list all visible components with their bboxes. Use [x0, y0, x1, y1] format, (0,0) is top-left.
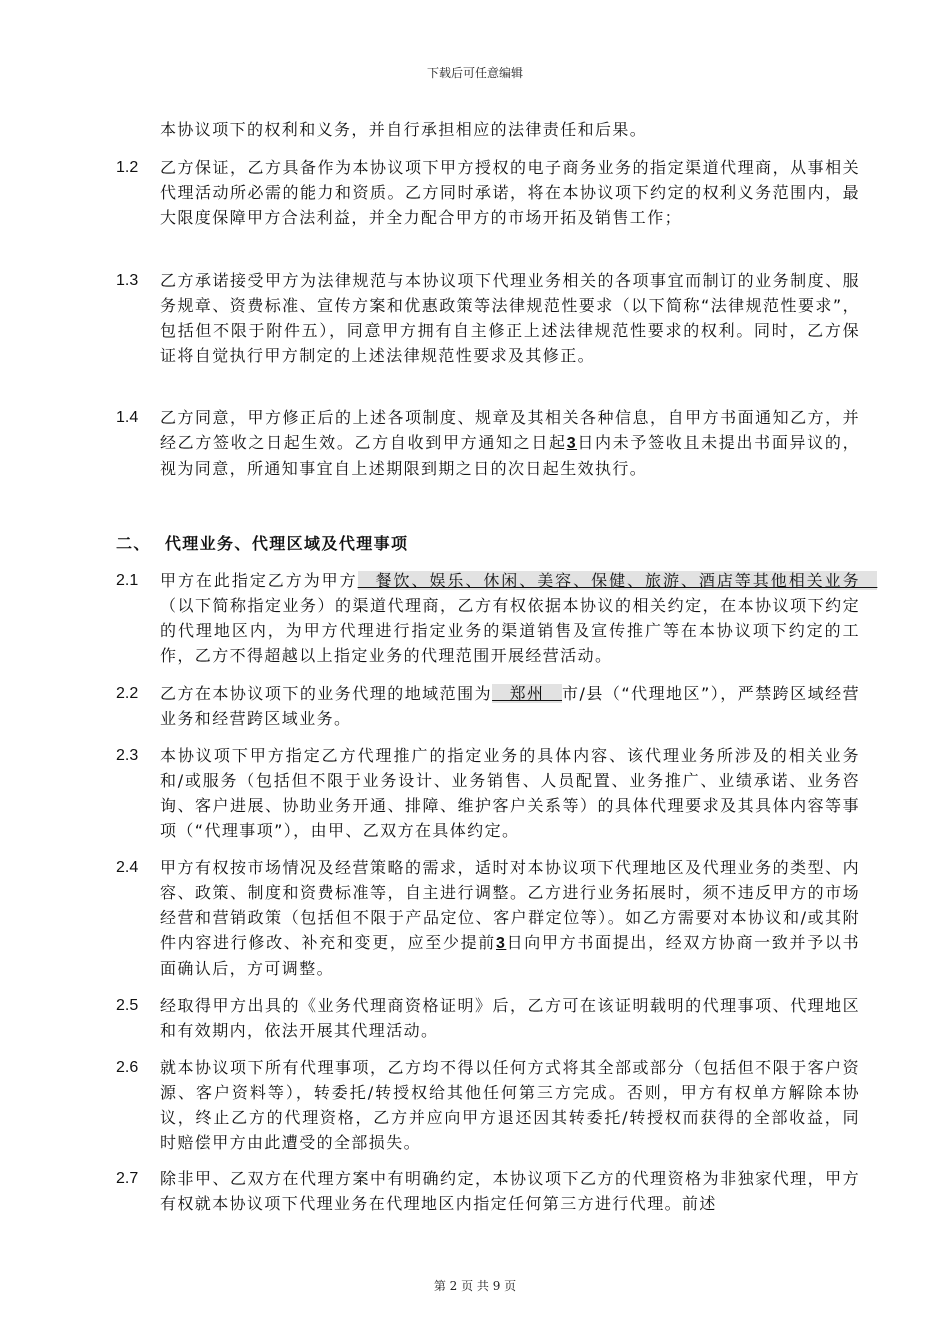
clause-text: 本协议项下甲方指定乙方代理推广的指定业务的具体内容、该代理业务所涉及的相关业务和/或服务（包括但不限于业务设计、业务销售、人员配置、业务推广、业绩承诺、业务咨询、客户进展、协助业务开通、排障、维护客户关系等）的具体代理要求及其具体内容等事项（“代理事项”），由甲、乙双方在具体约定。: [160, 746, 860, 840]
clause-text: 除非甲、乙双方在代理方案中有明确约定，本协议项下乙方的代理资格为非独家代理，甲方有权就本协议项下代理业务在代理地区内指定任何第三方进行代理。前述: [160, 1169, 860, 1213]
clause-text: 经取得甲方出具的《业务代理商资格证明》后，乙方可在该证明载明的代理事项、代理地区和有效期内，依法开展其代理活动。: [160, 996, 860, 1040]
clause-text: 就本协议项下所有代理事项，乙方均不得以任何方式将其全部或部分（包括但不限于客户资源、客户资料等），转委托/转授权给其他任何第三方完成。否则，甲方有权单方解除本协议，终止乙方的代理资格，乙方并应向甲方退还因其转委托/转授权而获得的全部收益，同时赔偿甲方由此遭受的全部损失。: [160, 1058, 860, 1152]
clause-number: 2.3: [116, 747, 139, 764]
page-footer: 第 2 页 共 9 页: [433, 1279, 517, 1293]
advance-notice-days: 3: [496, 935, 507, 952]
clause-number: 2.1: [116, 572, 139, 589]
page-header: 下载后可任意编辑: [426, 66, 523, 80]
designated-business-field: 餐饮、娱乐、休闲、美容、保健、旅游、酒店等其他相关业务: [357, 571, 878, 590]
clause-number: 2.4: [116, 859, 139, 876]
section-heading: [116, 531, 408, 556]
clause-text: 甲方在此指定乙方为甲方 餐饮、娱乐、休闲、美容、保健、旅游、酒店等其他相关业务 （以下简称指定业务）的渠道代理商，乙方有权依据本协议的相关约定，在本协议项下约定的代理地区内，为甲方代理进行指定业务的渠道销售及宣传推广等在本协议项下约定的工作，乙方不得超越以上指定业务的代理范围开展经营活动。: [160, 571, 878, 665]
clause-number: 2.5: [116, 997, 139, 1014]
clause-number: 2.2: [116, 685, 139, 702]
clause-text: 乙方承诺接受甲方为法律规范与本协议项下代理业务相关的各项事宜而制订的业务制度、服务规章、资费标准、宣传方案和优惠政策等法律规范性要求（以下简称“法律规范性要求”，包括但不限于附件五），同意甲方拥有自主修正上述法律规范性要求的权利。同时，乙方保证将自觉执行甲方制定的上述法律规范性要求及其修正。: [160, 271, 860, 365]
region-field: 郑州: [492, 684, 563, 703]
clause-number: 2.7: [116, 1170, 139, 1187]
section-title: 代理业务、代理区域及代理事项: [164, 534, 409, 553]
clause-text: 乙方在本协议项下的业务代理的地域范围为 郑州 市/县（“代理地区”），严禁跨区域经营业务和经营跨区域业务。: [160, 684, 860, 728]
clause-number: 1.2: [116, 159, 139, 176]
continuation-paragraph: 本协议项下的权利和义务，并自行承担相应的法律责任和后果。: [160, 120, 648, 139]
clause-text: 乙方保证，乙方具备作为本协议项下甲方授权的电子商务业务的指定渠道代理商，从事相关代理活动所必需的能力和资质。乙方同时承诺，将在本协议项下约定的权利义务范围内，最大限度保障甲方合法利益，并全力配合甲方的市场开拓及销售工作；: [160, 158, 860, 227]
clause-number: 1.4: [116, 409, 139, 426]
notice-days: 3: [566, 435, 578, 452]
section-marker: 二、: [116, 534, 151, 553]
clause-text: 甲方有权按市场情况及经营策略的需求，适时对本协议项下代理地区及代理业务的类型、内容、政策、制度和资费标准等，自主进行调整。乙方进行业务拓展时，须不违反甲方的市场经营和营销政策（包括但不限于产品定位、客户群定位等）。如乙方需要对本协议和/或其附件内容进行修改、补充和变更，应至少提前3日向甲方书面提出，经双方协商一致并予以书面确认后，方可调整。: [160, 858, 860, 978]
clause-number: 2.6: [116, 1059, 139, 1076]
clause-text: 乙方同意，甲方修正后的上述各项制度、规章及其相关各种信息，自甲方书面通知乙方，并经乙方签收之日起生效。乙方自收到甲方通知之日起3日内未予签收且未提出书面异议的，视为同意，所通知事宜自上述期限到期之日的次日起生效执行。: [160, 408, 860, 478]
clause-number: 1.3: [116, 272, 139, 289]
